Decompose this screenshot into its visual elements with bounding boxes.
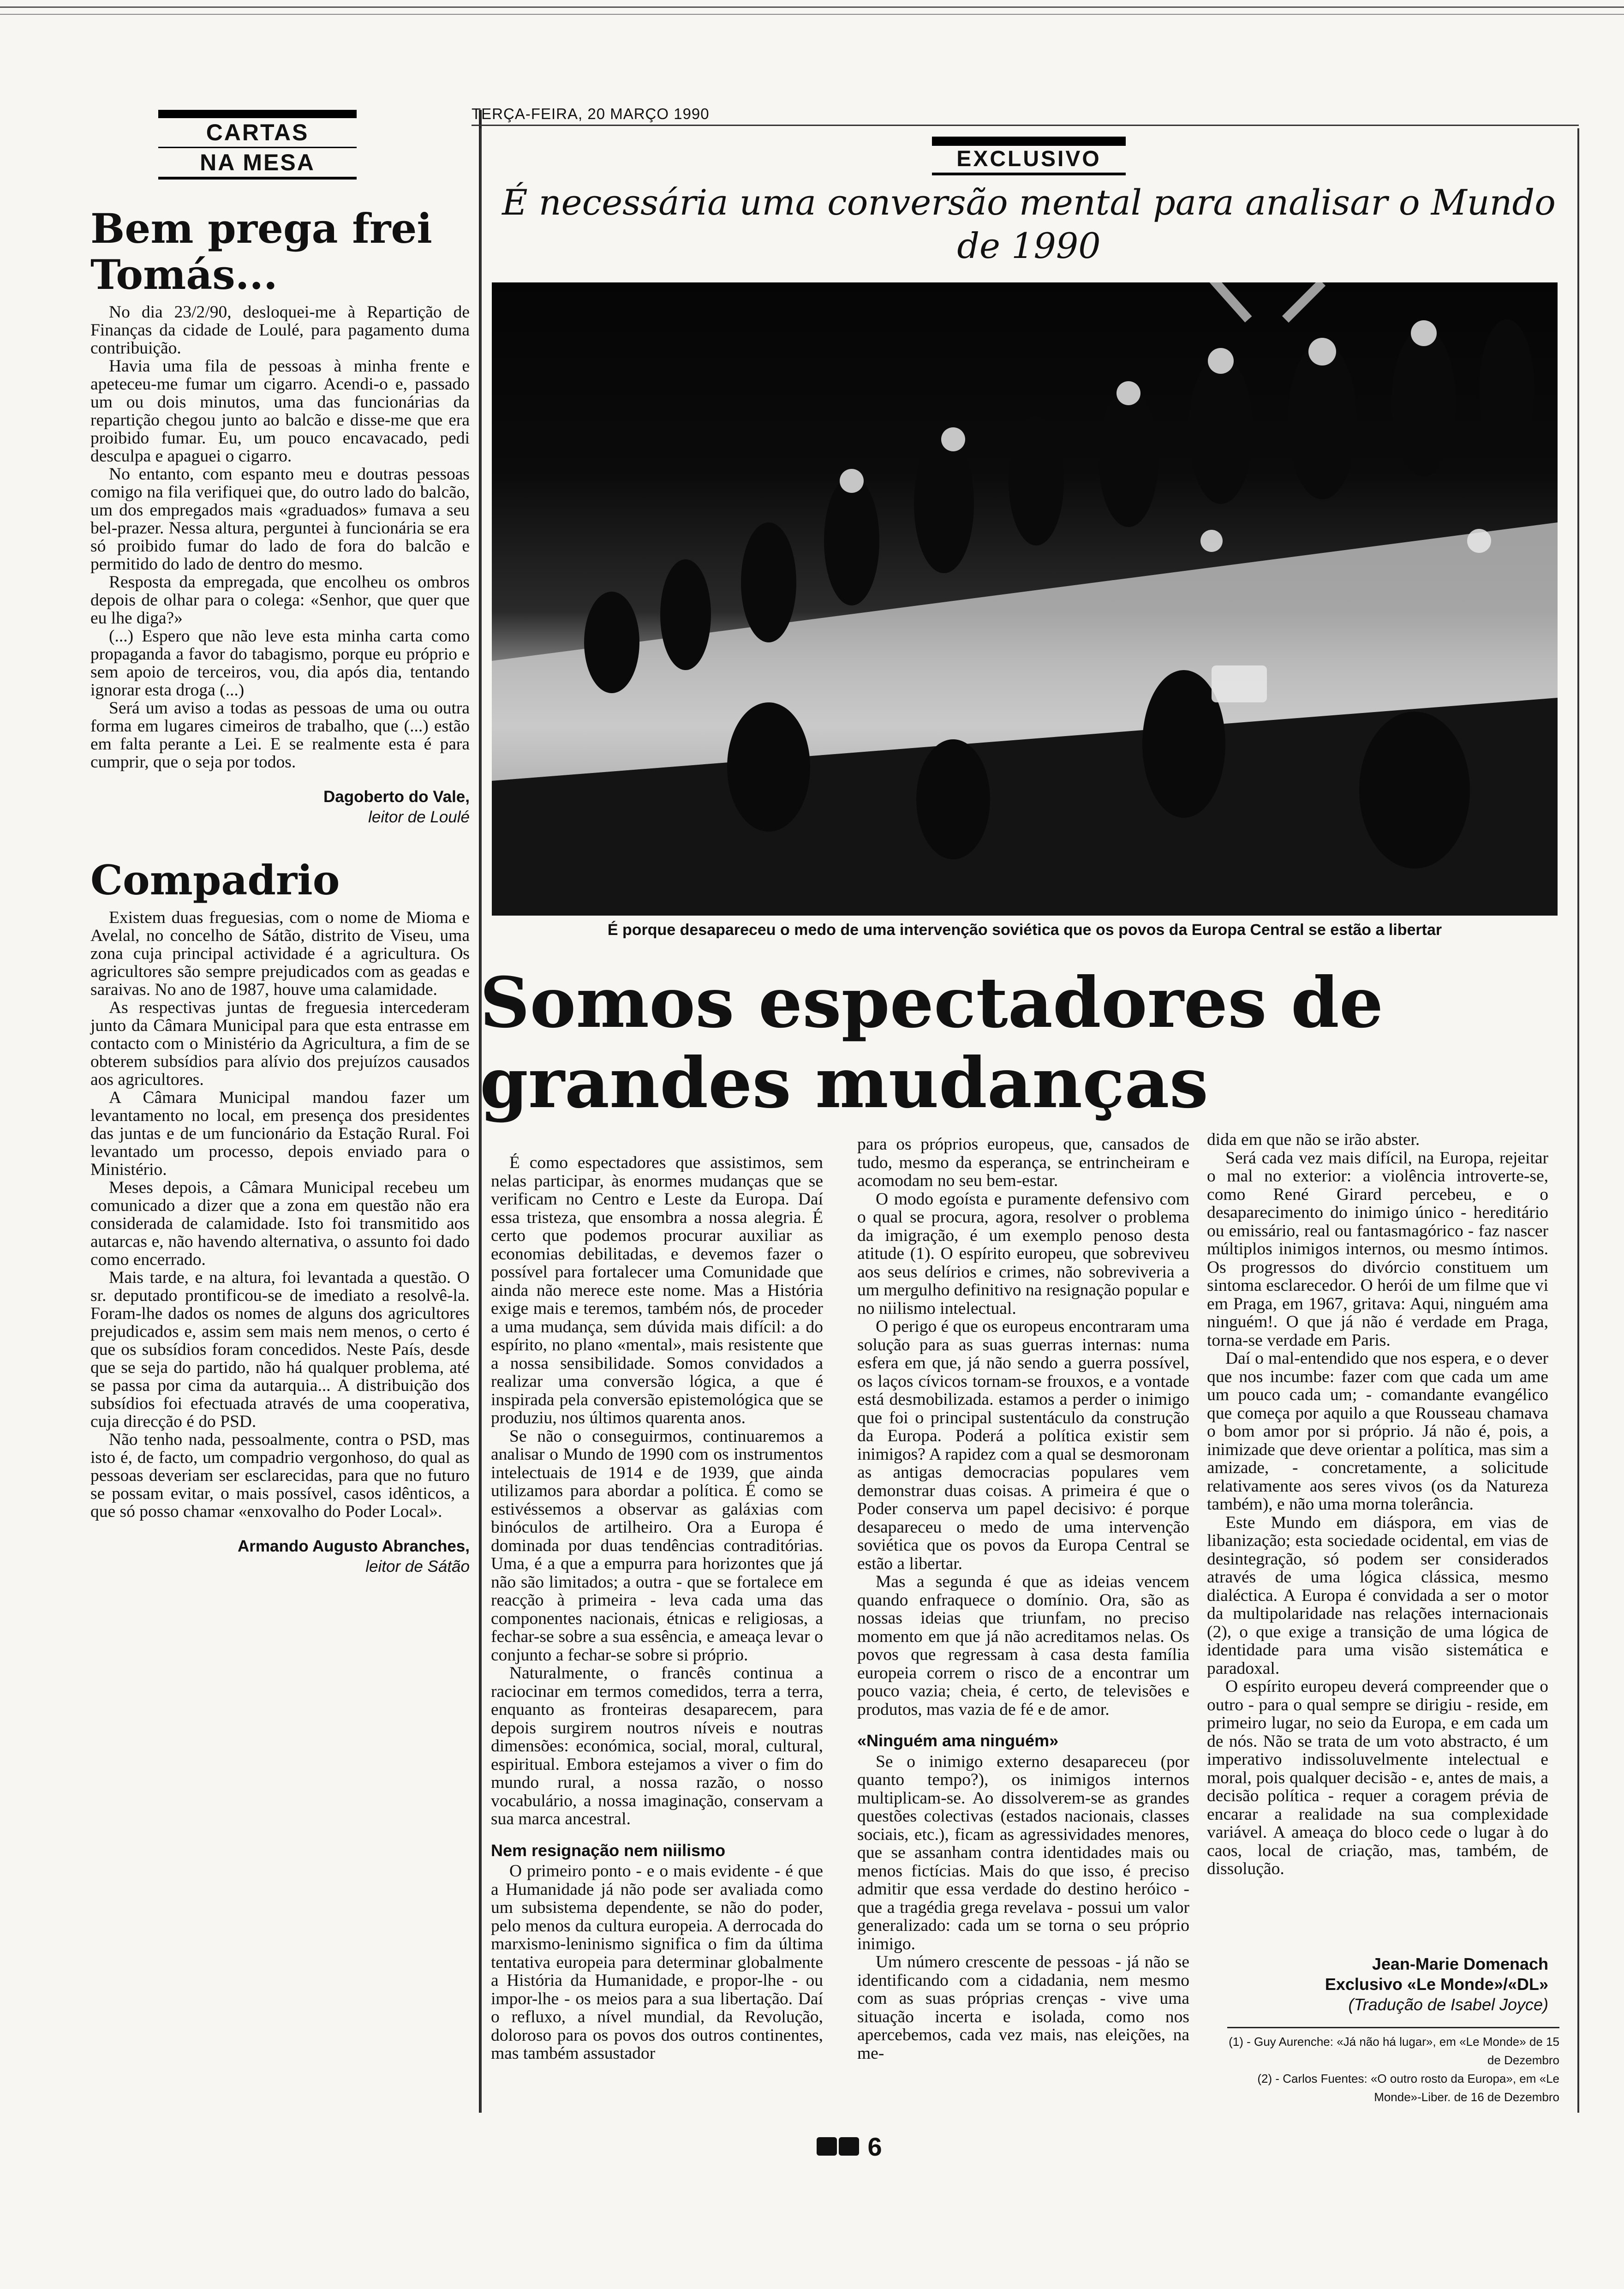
col1-paragraph: O primeiro ponto - e o mais evidente - é que a Humanidade já não pode ser avaliada como um subsistema dependente, se não do poder, pelo menos da cultura europeia. A derrocada do marxismo-leninismo significa o fim da última tentativa europeia para determinar globalmente a História da Humanidade, e propor-lhe - ou impor-lhe - os meios para a sua libertação. Daí o refluxo, a nível mundial, da Revolução, doloroso para os povos dos outros continentes, mas também assustador [491, 1862, 823, 2063]
top-rule-secondary [0, 14, 1624, 15]
col3-paragraph: Será cada vez mais difícil, na Europa, rejeitar o mal no exterior: a violência introverte-se, como René Girard percebeu, e o desaparecimento do inimigo único - hereditário ou emissário, real ou fantasmagórico - faz nascer múltiplos inimigos internos, ou mesmo íntimos. Os progressos do divórcio constituem um sintoma esclarecedor. O herói de um filme que vi em Praga, em 1967, gritava: Aqui, ninguém ama ninguém!. O que já não é verdade em Praga, torna-se verdade em Paris. [1207, 1148, 1548, 1350]
col2-paragraph: para os próprios europeus, que, cansados de tudo, mesmo da esperança, se entrincheiram e acomodam no seu bem-estar. [857, 1135, 1189, 1190]
page-date: TERÇA-FEIRA, 20 MARÇO 1990 [472, 105, 710, 122]
col1-paragraph: Se não o conseguirmos, continuaremos a analisar o Mundo de 1990 com os instrumentos intelectuais de 1914 e de 1939, que ainda utilizamos para abordar a política. É como se estivéssemos a observar as galáxias com binóculos de artilheiro. Ora a Europa é dominada por duas tendências contraditórias. Uma, é a que a empurra para horizontes que já não são limitados; a outra - que se fortalece em reacção à primeira - leva cada uma das componentes nacionais, étnicas e religiosas, a fechar-se sobre a sua essência, e ameaça levar o conjunto a fechar-se sobre si próprio. [491, 1426, 823, 1665]
letter2-author-place: leitor de Sátão [365, 1558, 470, 1576]
col1-paragraph: Naturalmente, o francês continua a raciocinar em termos comedidos, terra a terra, enquanto as fronteiras desaparecem, para depois surgirem noutros níveis e noutras dimensões: económica, social, moral, cultural, espiritual. Embora estejamos a viver o fim do mundo rural, a nossa razão, o nosso vocabulário, a nossa imaginação, conservam a sua marca ancestral. [491, 1664, 823, 1828]
col2-paragraph: O perigo é que os europeus encontraram uma solução para as suas guerras internas: numa esfera em que, já não sendo a guerra possível, os laços cívicos tornam-se frouxos, e a vontade está desmobilizada. estamos a perder o inimigo que foi o principal sustentáculo da construção da Europa. Poderá a política existir sem inimigos? A rapidez com a qual se desmoronam as antigas democracias populares vem demonstrar duas coisas. A primeira é que o Poder conserva um papel decisivo: é porque desapareceu o medo de uma intervenção soviética que os povos da Europa Central se estão a libertar. [857, 1317, 1189, 1573]
article-headline: Somos espectadores de grandes mudanças [480, 962, 1384, 1124]
article-subhead: É necessária uma conversão mental para analisar o Mundo de 1990 [502, 182, 1556, 266]
footnotes-rule [1227, 2027, 1559, 2028]
article-translation: (Tradução de Isabel Joyce) [1348, 1995, 1548, 2014]
berlin-wall-crowd-illustration [492, 282, 1558, 916]
article-column-1 [491, 1154, 823, 2063]
article-source: Exclusivo «Le Monde»/«DL» [1325, 1975, 1548, 1994]
col3-paragraph: Este Mundo em diáspora, em vias de libanização; esta sociedade ocidental, em vias de desintegração, só podem ser considerados através de uma lógica clássica, mesmo dialéctica. A Europa é convidada a ser o motor da multipolaridade nas relações internacionais (2), o que exige a transição de uma lógica de identidade para uma visão sistemática e paradoxal. [1207, 1513, 1548, 1678]
letter2-paragraph: Existem duas freguesias, com o nome de Mioma e Avelal, no concelho de Sátão, distrito de Viseu, uma zona cuja principal actividade é a agricultura. Os agricultores são sempre prejudicados com as geadas e saraivas. No ano de 1987, houve uma calamidade. [90, 908, 470, 999]
section-title-line2: NA MESA [158, 148, 357, 180]
letter2-paragraph: As respectivas juntas de freguesia intercederam junto da Câmara Municipal para que esta entrasse em contacto com o Ministério da Agricultura, a fim de se obterem subsídios para alívio dos prejuízos causados aos agricultores. [90, 998, 470, 1089]
letter2-paragraph: Não tenho nada, pessoalmente, contra o PSD, mas isto é, de facto, um compadrio vergonhoso, do qual as pessoas deveriam ser esclarecidas, para que no futuro se possam evitar, o mais possível, casos idênticos, a que só posso chamar «enxovalho do Poder Local». [90, 1430, 470, 1521]
letter1-paragraph: Havia uma fila de pessoas à minha frente e apeteceu-me fumar um cigarro. Acendi-o e, passado um ou dois minutos, uma das funcionárias da repartição chegou junto ao balcão e disse-me que era proibido fumar. Eu, um pouco encavacado, pedi desculpa e apaguei o cigarro. [90, 357, 470, 466]
letter2-paragraph: A Câmara Municipal mandou fazer um levantamento no local, em presença dos presidentes das juntas e de um funcionário da Estação Rural. Foi levantado um processo, depois enviado para o Ministério. [90, 1088, 470, 1179]
letter1-paragraph: Resposta da empregada, que encolheu os ombros depois de olhar para o colega: «Senhor, que quer que eu lhe diga?» [90, 573, 470, 628]
col2-subheading: «Ninguém ama ninguém» [857, 1731, 1059, 1750]
letter2-paragraph: Mais tarde, e na altura, foi levantada a questão. O sr. deputado prontificou-se de imediato a resolvê-la. Foram-lhe dados os nomes de alguns dos agricultores prejudicados e, assim sem mais nem menos, o certo é que os subsídios foram concedidos. Neste País, desde que se seja do partido, não há qualquer problema, até se passa por cima da autarquia... A distribuição dos subsídios foi efectuada através de uma cooperativa, cuja direcção é do PSD. [90, 1268, 470, 1431]
letter2-paragraph: Meses depois, a Câmara Municipal recebeu um comunicado a dizer que a zona em questão não era considerada de calamidade. Isto foi transmitido aos autarcas e, não havendo alternativa, o assunto foi dado como encerrado. [90, 1178, 470, 1269]
section-bar [158, 110, 357, 118]
letter1-paragraph: No dia 23/2/90, desloquei-me à Repartição de Finanças da cidade de Loulé, para pagamento duma contribuição. [90, 303, 470, 358]
letter2-body [90, 909, 470, 1521]
letter1-author: Dagoberto do Vale, [323, 788, 470, 806]
col1-paragraph: É como espectadores que assistimos, sem nelas participar, às enormes mudanças que se verificam no Centro e Leste da Europa. Daí essa tristeza, que ensombra a nossa alegria. É certo que podemos procurar auxiliar as economias debilitadas, e devemos fazer o possível para fortalecer uma Comunidade que ainda não merece este nome. Mas a História exige mais e teremos, também nós, de proceder a uma mudança, sem dúvida mais difícil: a do espírito, no plano «mental», mais resistente que a nossa sensibilidade. Somos convidados a realizar uma conversão lógica, a que é inspirada pela conversão epistemológica que se produziu, nos últimos quarenta anos. [491, 1153, 823, 1427]
footnote: (1) - Guy Aurenche: «Já não há lugar», em «Le Monde» de 15 de Dezembro [1229, 2035, 1559, 2067]
footnote: (2) - Carlos Fuentes: «O outro rosto da Europa», em «Le Monde»-Liber. de 16 de Dezembro [1257, 2072, 1559, 2104]
page-number: 6 [867, 2132, 882, 2161]
article-author: Jean-Marie Domenach [1372, 1954, 1548, 1973]
letter1-signature [36, 787, 470, 827]
kicker-text: EXCLUSIVO [932, 146, 1126, 175]
col3-paragraph: O espírito europeu deverá compreender que o outro - para o qual sempre se dirigiu - reside, em primeiro lugar, no seio da Europa, e em cada um de nós. Não se trata de um voto abstracto, é um imperativo indissoluvelmente intelectual e moral, pois qualquer decisão - e, antes de mais, a decisão política - requer a coragem prévia de encarar a realidade na sua complexidade variável. A ameaça do bloco cede o lugar à do caos, local de criação, mas, também, de dissolução. [1207, 1677, 1548, 1878]
letter1-body [90, 303, 470, 771]
kicker-bar [932, 137, 1126, 146]
article-column-3 [1207, 1131, 1548, 1878]
letter2-signature [36, 1536, 470, 1577]
col1-subheading: Nem resignação nem niilismo [491, 1840, 726, 1860]
footnotes [1227, 2032, 1559, 2106]
col2-paragraph: O modo egoísta e puramente defensivo com o qual se procura, agora, resolver o problema da imigração, é um exemplo penoso desta atitude (1). O espírito europeu, que sobreviveu aos seus delírios e crimes, não sobreviveria a um mergulho definitivo na resignação popular e no niilismo intelectual. [857, 1189, 1189, 1318]
letter1-paragraph: (...) Espero que não leve esta minha carta como propaganda a favor do tabagismo, porque eu próprio e sem apoio de terceiros, vou, dia após dia, tentando ignorar esta droga (...) [90, 627, 470, 700]
letter1-title: Bem prega frei Tomás... [90, 204, 432, 299]
dl-logo-icon [839, 2137, 859, 2156]
col2-paragraph: Mas a segunda é que as ideias vencem quando enfraquece o domínio. Ora, são as nossas ideias que triunfam, no preciso momento em que já não acreditamos nelas. Os povos que regressam à casa desta família europeia correm o risco de a encontrar um pouco vazia; cheia, é certo, de televisões e produtos, mas vazia de fé e de amor. [857, 1572, 1189, 1719]
dl-logo-icon [817, 2137, 837, 2156]
section-header [36, 110, 479, 180]
col2-paragraph: Um número crescente de pessoas - já não se identificando com a cidadania, nem mesmo com as suas próprias crenças - vive uma situação incerta e isolada, como nos apercebemos, cada vez mais, nas eleições, na me- [857, 1953, 1189, 2063]
letter1-author-place: leitor de Loulé [368, 808, 470, 826]
top-rule [0, 6, 1624, 8]
page-footer [817, 2131, 882, 2162]
letter2-author: Armando Augusto Abranches, [237, 1537, 470, 1555]
photo-caption: É porque desapareceu o medo de uma intervenção soviética que os povos da Europa Central se estão a libertar [607, 921, 1442, 939]
col3-paragraph: Daí o mal-entendido que nos espera, e o dever que nos incumbe: fazer com que cada um ame um pouco cada um; - comandante evangélico que começa por aquilo a que Rousseau chamava o bom amor por si próprio. Já não é, pois, a inimizade que deve orientar a política, mas sim a amizade, - concretamente, a solicitude relativamente aos seres vivos (os da Natureza também), e não uma morna tolerância. [1207, 1349, 1548, 1514]
article-column-2 [857, 1135, 1189, 2062]
article-photo [492, 282, 1558, 916]
section-title-line1: CARTAS [158, 118, 357, 148]
article-kicker [932, 137, 1126, 175]
letter1-paragraph: Será um aviso a todas as pessoas de uma ou outra forma em lugares cimeiros de trabalho, que (...) estão em falta perante a Lei. E se realmente esta é para cumprir, que o seja por todos. [90, 699, 470, 772]
letter1-paragraph: No entanto, com espanto meu e doutras pessoas comigo na fila verifiquei que, do outro lado do balcão, um dos empregados mais «graduados» fumava a seu bel-prazer. Nessa altura, perguntei à funcionária se era só proibido fumar do lado de fora do balcão e permitido do lado de dentro do mesmo. [90, 465, 470, 574]
col2-paragraph: Se o inimigo externo desapareceu (por quanto tempo?), os inimigos internos multiplicam-se. Ao dissolverem-se as grandes questões colectivas (estados nacionais, classes sociais, etc.), ficam as agressividades menores, que se assanham contra identidades mais ou menos fictícias. Mais do que isso, é preciso admitir que essa verdade do destino heróico - que a tragédia grega revelava - possui um valor generalizado: cada um se torna o seu próprio inimigo. [857, 1752, 1189, 1953]
article-byline [1207, 1954, 1548, 2015]
col3-paragraph: dida em que não se irão abster. [1207, 1130, 1420, 1149]
letters-column [36, 110, 482, 2113]
letter2-title: Compadrio [90, 856, 340, 904]
date-rule [472, 125, 1579, 126]
